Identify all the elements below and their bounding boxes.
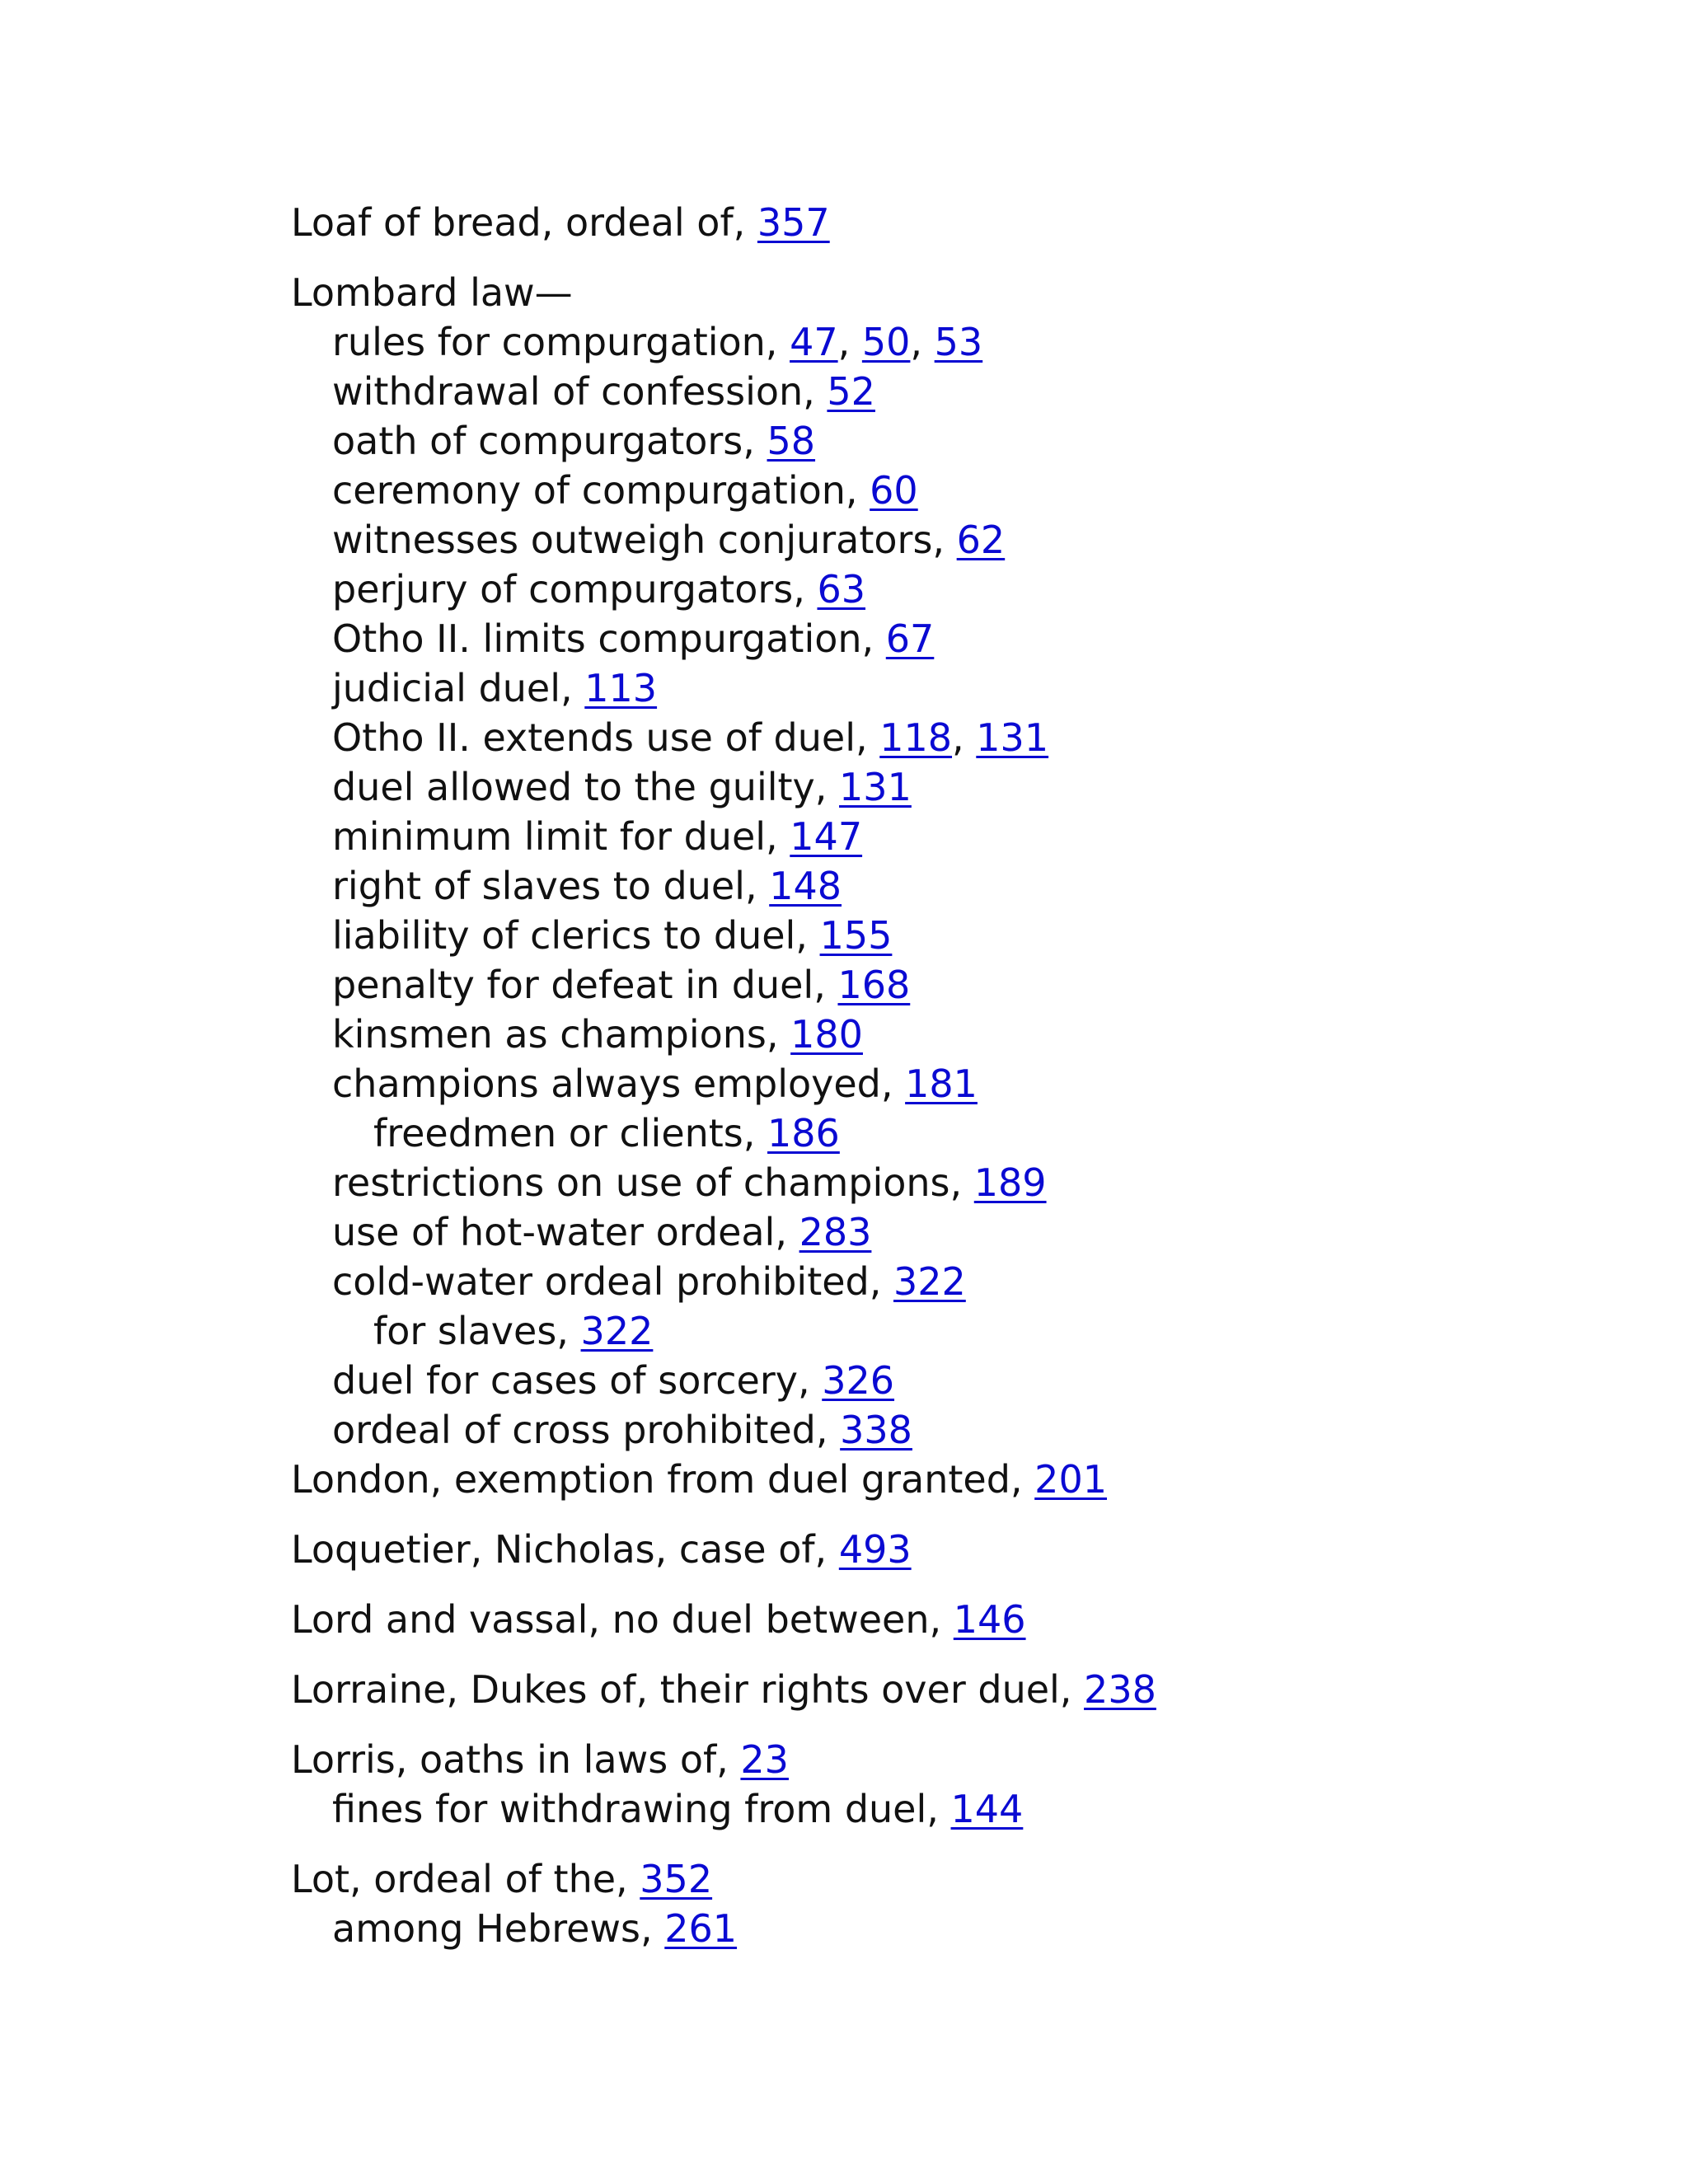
sub-entry [291,663,1048,713]
sub-entry [291,1207,1048,1257]
page-ref-link[interactable]: 283 [799,1210,872,1254]
page-ref-link[interactable]: 146 [953,1597,1026,1642]
index-entry [291,1455,1107,1504]
sub-entry [291,1010,1048,1059]
sub-entry [291,812,1048,861]
page-ref-link[interactable]: 322 [580,1309,654,1353]
page-ref-link[interactable]: 261 [664,1906,738,1951]
entry-heading [291,1735,1023,1784]
page-ref-link[interactable]: 58 [767,419,816,463]
entry-heading [291,1595,1026,1644]
sub-entry-text: cold-water ordeal prohibited, [332,1259,893,1304]
sub-entry-text: ceremony of compurgation, [332,468,870,513]
page-ref-link[interactable]: 50 [861,320,911,364]
sub-entry-text: withdrawal of confession, [332,369,828,414]
sub-entry [291,762,1048,812]
sub-entry [291,1356,1048,1405]
sub-entry-text: witnesses outweigh conjurators, [332,518,957,562]
page-ref-link[interactable]: 352 [640,1857,713,1901]
sub-entry [291,565,1048,614]
index-entry [291,1854,737,1953]
sub-entry-text: kinsmen as champions, [332,1012,791,1057]
sub-entry [291,1904,737,1953]
sub-entry [291,367,1048,416]
sub-entry-text: Otho II. limits compurgation, [332,616,886,661]
sub-entry [291,466,1048,515]
sub-entry [291,614,1048,663]
index-entry [291,268,1048,1455]
sub-entry-text: use of hot-water ordeal, [332,1210,799,1254]
entry-heading [291,1854,737,1904]
sub-entry-text: ordeal of cross prohibited, [332,1408,841,1452]
sub-entry [291,960,1048,1010]
sub-entry-text: Otho II. extends use of duel, [332,715,880,760]
entry-heading-text: Lorris, oaths in laws of, [291,1737,741,1782]
page-ref-link[interactable]: 131 [839,765,912,809]
entry-heading-text: Lot, ordeal of the, [291,1857,640,1901]
sub-entry [291,416,1048,466]
page-ref-link[interactable]: 131 [976,715,1049,760]
sub-entry-text: duel for cases of sorcery, [332,1358,823,1403]
entry-heading [291,1455,1107,1504]
sub-entry-text: minimum limit for duel, [332,814,790,859]
sub-entry-text: restrictions on use of champions, [332,1160,974,1205]
sub-entry [291,1405,1048,1455]
sub-entry [291,861,1048,911]
sub-entry [291,1158,1048,1207]
page-ref-link[interactable]: 63 [817,567,866,612]
page-ref-link[interactable]: 181 [905,1062,978,1106]
entry-heading [291,1665,1156,1714]
subsub-entry [291,1108,1048,1158]
sub-entry [291,1257,1048,1306]
index-entry [291,198,830,247]
page-ref-link[interactable]: 155 [819,913,893,958]
sub-entry-text: liability of clerics to duel, [332,913,820,958]
sub-entry [291,317,1048,367]
sub-entry-text: fines for withdrawing from duel, [332,1787,951,1831]
ref-separator: , [952,715,977,760]
sub-entry [291,1784,1023,1834]
index-entry [291,1665,1156,1714]
page-ref-link[interactable]: 168 [837,963,911,1007]
page-ref-link[interactable]: 189 [973,1160,1047,1205]
sub-entry [291,515,1048,565]
sub-entry [291,1059,1048,1108]
page-ref-link[interactable]: 338 [840,1408,912,1452]
page-ref-link[interactable]: 53 [934,320,983,364]
page-ref-link[interactable]: 201 [1034,1457,1107,1502]
page-ref-link[interactable]: 60 [870,468,918,513]
entry-heading [291,198,830,247]
page-ref-link[interactable]: 326 [822,1358,895,1403]
page-ref-link[interactable]: 62 [956,518,1006,562]
sub-entry [291,713,1048,762]
entry-heading-text: London, exemption from duel granted, [291,1457,1035,1502]
index-entry [291,1595,1026,1644]
sub-entry-text: duel allowed to the guilty, [332,765,840,809]
page-ref-link[interactable]: 67 [885,616,935,661]
page-ref-link[interactable]: 493 [838,1527,912,1572]
sub-entry-text: champions always employed, [332,1062,906,1106]
entry-heading-text: Loaf of bread, ordeal of, [291,200,757,245]
subsub-entry [291,1306,1048,1356]
index-entry [291,1525,912,1574]
page-ref-link[interactable]: 144 [950,1787,1024,1831]
entry-heading [291,268,1048,317]
sub-entry-text: for slaves, [373,1309,581,1353]
ref-separator: , [910,320,935,364]
entry-heading-text: Lombard law— [291,270,573,315]
index-entry [291,1735,1023,1834]
page-ref-link[interactable]: 186 [767,1111,840,1155]
page-ref-link[interactable]: 147 [790,814,863,859]
sub-entry-text: freedmen or clients, [373,1111,768,1155]
page-ref-link[interactable]: 148 [769,864,842,908]
sub-entry-text: perjury of compurgators, [332,567,818,612]
page-ref-link[interactable]: 238 [1084,1667,1156,1712]
entry-heading-text: Loquetier, Nicholas, case of, [291,1527,839,1572]
sub-entry [291,911,1048,960]
sub-entry-text: right of slaves to duel, [332,864,770,908]
sub-entry-text: among Hebrews, [332,1906,665,1951]
sub-entry-text: rules for compurgation, [332,320,790,364]
page-ref-link[interactable]: 118 [879,715,953,760]
entry-heading-text: Lord and vassal, no duel between, [291,1597,954,1642]
page-ref-link[interactable]: 47 [790,320,838,364]
ref-separator: , [837,320,862,364]
page-ref-link[interactable]: 322 [893,1259,966,1304]
page-ref-link[interactable]: 113 [584,666,658,710]
sub-entry-text: penalty for defeat in duel, [332,963,838,1007]
entry-heading-text: Lorraine, Dukes of, their rights over duel, [291,1667,1085,1712]
page-ref-link[interactable]: 23 [740,1737,789,1782]
sub-entry-text: judicial duel, [332,666,585,710]
sub-entry-text: oath of compurgators, [332,419,767,463]
page-ref-link[interactable]: 52 [827,369,875,414]
page-ref-link[interactable]: 357 [757,200,830,245]
page-ref-link[interactable]: 180 [790,1012,863,1057]
entry-heading [291,1525,912,1574]
